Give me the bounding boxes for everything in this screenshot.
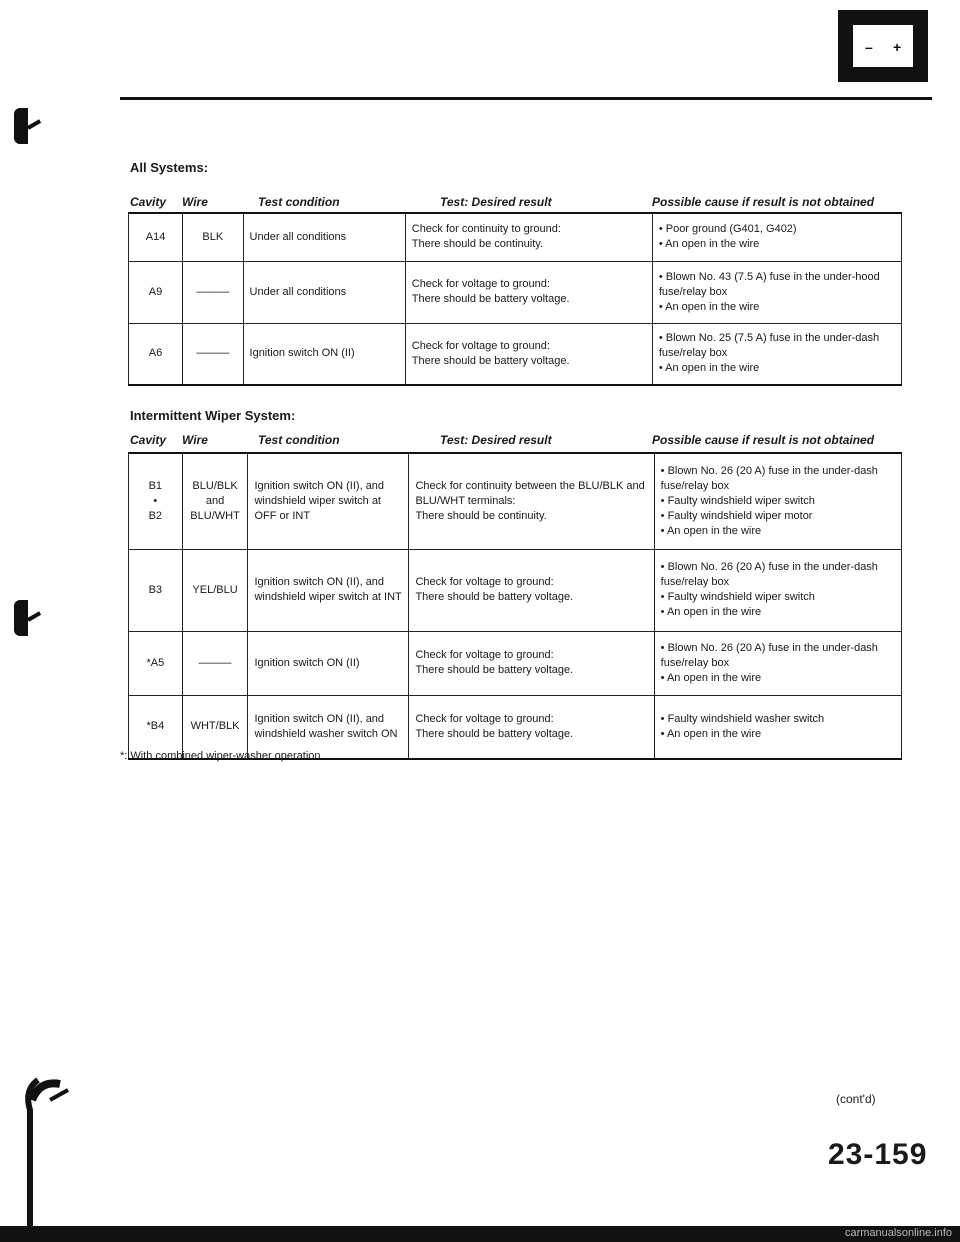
desired-line: Check for voltage to ground: <box>415 649 554 661</box>
possible-item: • An open in the wire <box>661 524 895 539</box>
condition-cell: Ignition switch ON (II), and windshield wiper switch at INT <box>248 549 409 631</box>
desired-cell <box>405 323 652 385</box>
desired-cell <box>405 213 652 261</box>
condition-cell: Ignition switch ON (II), and windshield wiper switch at OFF or INT <box>248 453 409 549</box>
bottom-bar <box>0 1226 960 1242</box>
battery-icon <box>838 10 928 82</box>
cavity-cell: A9 <box>129 261 183 323</box>
wire-cell: WHT/BLK <box>182 695 248 759</box>
cavity-line: • <box>153 494 158 507</box>
possible-cell <box>652 323 901 385</box>
desired-line: Check for voltage to ground: <box>411 339 550 352</box>
table-row <box>129 323 902 385</box>
desired-line: There should be battery voltage. <box>411 293 570 305</box>
desired-line: Check for voltage to ground: <box>415 712 554 725</box>
desired-line: Check for continuity to ground: <box>411 223 561 236</box>
desired-cell <box>409 695 654 759</box>
cavity-cell: A6 <box>129 323 183 385</box>
wire-line: and <box>205 494 225 507</box>
wire-cell <box>182 453 248 549</box>
battery-negative-post <box>860 12 874 20</box>
cavity-cell <box>129 453 183 549</box>
desired-line: There should be battery voltage. <box>411 354 570 367</box>
bracket-mark-icon <box>20 1070 90 1240</box>
desired-line: There should be battery voltage. <box>415 664 574 676</box>
possible-item: • An open in the wire <box>659 237 895 252</box>
possible-cell <box>654 453 901 549</box>
possible-item: • Blown No. 26 (20 A) fuse in the under-dash fuse/relay box <box>661 560 895 590</box>
section-title-all-systems: All Systems: <box>130 160 209 175</box>
header-cavity: Cavity <box>130 433 167 447</box>
header-possible: Possible cause if result is not obtained <box>652 433 875 447</box>
watermark: carmanualsonline.info <box>844 1227 952 1239</box>
table-row <box>129 549 902 631</box>
possible-cell <box>654 631 901 695</box>
all-systems-table <box>128 212 902 386</box>
bracket-mark-icon <box>14 600 44 636</box>
table-row <box>129 261 902 323</box>
possible-item: • An open in the wire <box>661 605 895 620</box>
possible-item: • Faulty windshield washer switch <box>661 712 895 727</box>
cavity-cell: B3 <box>129 549 183 631</box>
cavity-line: B2 <box>148 509 163 522</box>
cavity-cell: A14 <box>129 213 183 261</box>
desired-line: Check for voltage to ground: <box>415 576 554 588</box>
possible-item: • Blown No. 26 (20 A) fuse in the under-dash fuse/relay box <box>661 641 895 671</box>
plus-sign: + <box>893 39 902 55</box>
cavity-cell: *B4 <box>129 695 183 759</box>
possible-item: • Blown No. 25 (7.5 A) fuse in the under-dash fuse/relay box <box>659 331 895 361</box>
possible-item: • Faulty windshield wiper switch <box>661 494 895 509</box>
desired-cell <box>409 453 654 549</box>
possible-item: • Blown No. 43 (7.5 A) fuse in the under-hood fuse/relay box <box>659 270 895 300</box>
header-wire: Wire <box>182 195 208 209</box>
possible-item: • An open in the wire <box>661 727 895 742</box>
desired-cell <box>409 631 654 695</box>
possible-item: • An open in the wire <box>659 361 895 376</box>
wire-cell: ——— <box>183 261 243 323</box>
desired-line: There should be battery voltage. <box>415 727 574 740</box>
wire-cell: ——— <box>182 631 248 695</box>
possible-cell <box>654 549 901 631</box>
page-number: 23-159 <box>828 1138 928 1171</box>
cavity-line: B1 <box>148 479 163 492</box>
possible-cell <box>652 261 901 323</box>
header-cavity: Cavity <box>130 195 167 209</box>
possible-cell <box>654 695 901 759</box>
desired-line: Check for continuity between the BLU/BLK and BLU/WHT terminals: <box>415 479 645 507</box>
footnote: *: With combined wiper-washer operation <box>120 750 321 762</box>
desired-line: Check for voltage to ground: <box>411 278 550 290</box>
possible-item: • An open in the wire <box>661 671 895 686</box>
wire-cell: BLK <box>183 213 243 261</box>
desired-line: There should be continuity. <box>415 509 547 522</box>
wire-cell: ——— <box>183 323 243 385</box>
table-row <box>129 453 902 549</box>
continued-label: (cont'd) <box>836 1092 876 1106</box>
possible-item: • An open in the wire <box>659 300 895 315</box>
cavity-cell: *A5 <box>129 631 183 695</box>
possible-item: • Faulty windshield wiper motor <box>661 509 895 524</box>
desired-cell <box>405 261 652 323</box>
battery-window <box>851 23 915 69</box>
condition-cell: Ignition switch ON (II) <box>243 323 405 385</box>
wiper-table <box>128 452 902 760</box>
minus-sign: – <box>865 39 873 55</box>
header-desired: Test: Desired result <box>440 433 552 447</box>
header-condition: Test condition <box>258 433 340 447</box>
top-divider <box>120 97 932 100</box>
condition-cell: Ignition switch ON (II) <box>248 631 409 695</box>
desired-cell <box>409 549 654 631</box>
header-wire: Wire <box>182 433 208 447</box>
header-possible: Possible cause if result is not obtained <box>652 195 875 209</box>
battery-positive-post <box>892 12 906 20</box>
wire-line: BLU/WHT <box>190 509 240 522</box>
desired-line: There should be battery voltage. <box>415 591 574 603</box>
table-row <box>129 631 902 695</box>
possible-cell <box>652 213 901 261</box>
condition-cell: Under all conditions <box>243 261 405 323</box>
possible-item: • Poor ground (G401, G402) <box>659 222 895 237</box>
wire-line: BLU/BLK <box>192 479 238 492</box>
table-row <box>129 213 902 261</box>
header-desired: Test: Desired result <box>440 195 552 209</box>
condition-cell: Ignition switch ON (II), and windshield washer switch ON <box>248 695 409 759</box>
header-condition: Test condition <box>258 195 340 209</box>
wire-cell: YEL/BLU <box>182 549 248 631</box>
possible-item: • Faulty windshield wiper switch <box>661 590 895 605</box>
desired-line: There should be continuity. <box>411 238 544 251</box>
bracket-mark-icon <box>14 108 44 144</box>
condition-cell: Under all conditions <box>243 213 405 261</box>
section-title-intermittent: Intermittent Wiper System: <box>130 408 296 423</box>
possible-item: • Blown No. 26 (20 A) fuse in the under-dash fuse/relay box <box>661 464 895 494</box>
